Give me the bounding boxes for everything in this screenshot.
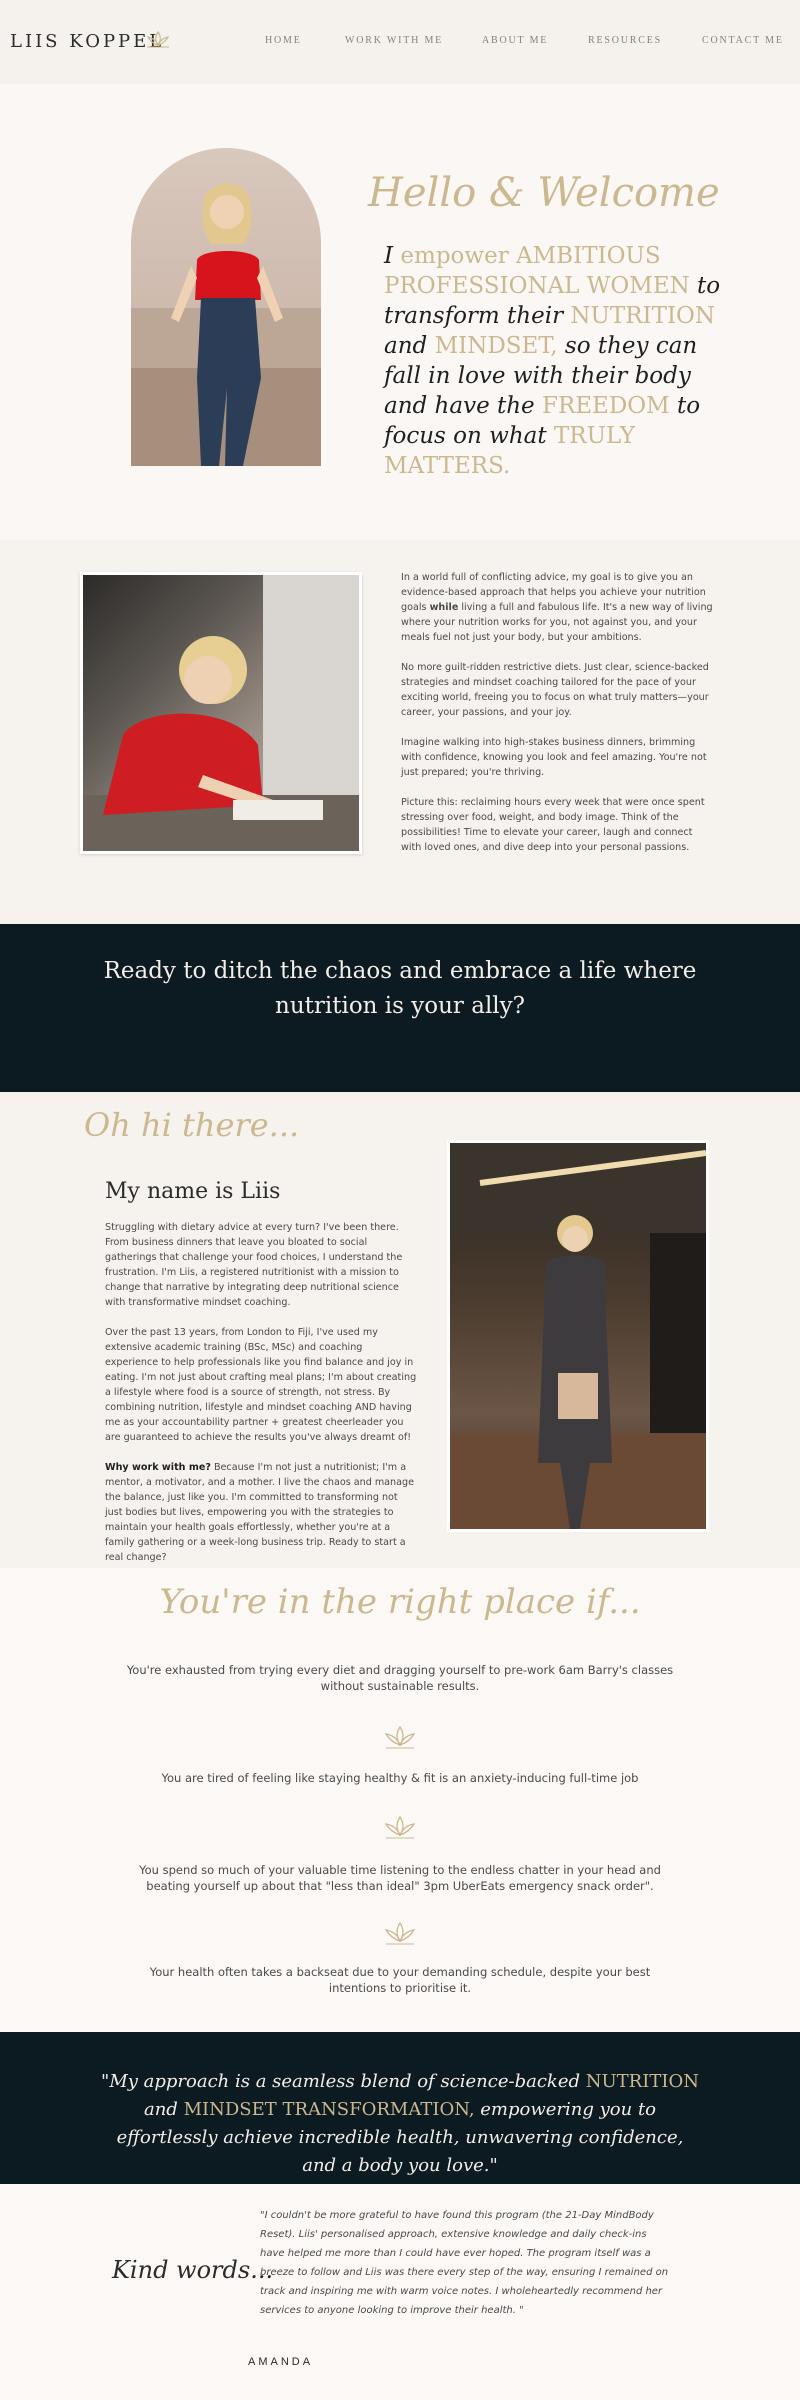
- intro-bold: while: [429, 602, 459, 613]
- hero-text-highlight: empower AMBITIOUS PROFESSIONAL WOMEN: [384, 243, 690, 299]
- about-paragraph-1: Struggling with dietary advice at every turn? I've been there. From business dinners that leave you bloated to social gatherings that challenge your food choices, I understand the frustration. I'm Liis, a registered nutritionist with a mission to change that narrative by integrating deep nutritional science with transformative mindset coaching.: [105, 1222, 403, 1308]
- intro-section: [0, 540, 800, 924]
- hero-text-part: to focus on what: [384, 393, 701, 449]
- testimonial-section: [0, 2184, 800, 2400]
- nav-resources[interactable]: RESOURCES: [588, 35, 662, 46]
- testimonial-script-heading: Kind words...: [112, 2256, 274, 2284]
- approach-highlight: NUTRITION: [585, 2071, 699, 2092]
- about-section: [0, 1092, 800, 1568]
- site-header: [0, 0, 800, 84]
- intro-text: In a world full of conflicting advice, my goal is to give you an evidence-based approach that helps you achieve your nutrition goals: [401, 572, 706, 613]
- nav-about-me[interactable]: ABOUT ME: [482, 35, 549, 46]
- lotus-icon: [382, 1724, 418, 1752]
- hero-section: [0, 84, 800, 540]
- writing-photo-illustration: [83, 575, 359, 851]
- pain-point-1: You're exhausted from trying every diet and dragging yourself to pre-work 6am Barry's classes without sustainable results.: [126, 1663, 674, 1693]
- intro-paragraph-2: No more guilt-ridden restrictive diets. Just clear, science-backed strategies and mindset coaching tailored for the pace of your exciting world, freeing you to focus on what truly matters—your career, your passions, and your joy.: [401, 662, 709, 718]
- logo-text[interactable]: LIIS KOPPEL: [10, 31, 165, 52]
- lotus-icon: [382, 1814, 418, 1842]
- cta-banner-text: Ready to ditch the chaos and embrace a life where nutrition is your ally?: [103, 958, 697, 1019]
- lotus-logo-icon[interactable]: [145, 30, 171, 50]
- hero-text-part: so they can fall in love with their body and have the: [384, 333, 698, 419]
- hero-text-part: and: [384, 333, 435, 359]
- hero-script-heading: Hello & Welcome: [368, 170, 720, 216]
- hero-text-part: I: [384, 243, 401, 269]
- cta-banner: [0, 924, 800, 1092]
- lotus-icon: [382, 1920, 418, 1948]
- about-script-heading: Oh hi there...: [84, 1106, 300, 1144]
- pain-point-4: Your health often takes a backseat due to your demanding schedule, despite your best intentions to prioritise it.: [149, 1965, 651, 1995]
- about-paragraph-3: [105, 1460, 417, 1565]
- about-text: Because I'm not just a nutritionist; I'm a mentor, a motivator, and a mother. I live the chaos and manage the balance, just like you. I'm committed to transforming not just bodies but lives, empowering you with the strategies to maintain your health goals effortlessly, whether you're at a family gathering or a week-long business trip. Ready to start a real change?: [105, 1462, 415, 1563]
- approach-text: "My approach is a seamless blend of science-backed: [101, 2071, 586, 2092]
- intro-paragraph-1: [401, 570, 713, 645]
- intro-paragraph-4: Picture this: reclaiming hours every week that were once spent stressing over food, weight, and body image. Think of the possibilities! Time to elevate your career, laugh and connect with loved ones, and dive deep into your personal passions.: [401, 797, 705, 853]
- nav-home[interactable]: HOME: [265, 35, 302, 46]
- testimonial-author: AMANDA: [248, 2356, 314, 2368]
- hero-text-highlight: TRULY MATTERS.: [384, 423, 635, 479]
- intro-photo: [80, 572, 362, 854]
- office-photo-illustration: [450, 1143, 706, 1529]
- pain-point-2: You are tired of feeling like staying healthy & fit is an anxiety-inducing full-time job: [161, 1771, 639, 1785]
- right-place-section: [0, 1568, 800, 2032]
- about-title: My name is Liis: [105, 1179, 281, 1204]
- approach-text: empowering you to effortlessly achieve incredible health, unwavering confidence, and a body you love.": [116, 2099, 684, 2176]
- hero-text-highlight: FREEDOM: [541, 393, 670, 419]
- about-photo: [447, 1140, 709, 1532]
- hero-text-highlight: NUTRITION: [570, 303, 716, 329]
- about-bold: Why work with me?: [105, 1462, 211, 1473]
- portrait-illustration: [131, 148, 321, 466]
- approach-highlight: MINDSET TRANSFORMATION,: [183, 2099, 475, 2120]
- pain-point-3: You spend so much of your valuable time listening to the endless chatter in your head and beating yourself up about that "less than ideal" 3pm UberEats emergency snack order".: [139, 1863, 661, 1893]
- right-place-heading: You're in the right place if...: [159, 1582, 641, 1622]
- approach-text: and: [143, 2099, 184, 2120]
- nav-contact-me[interactable]: CONTACT ME: [702, 35, 784, 46]
- intro-paragraph-3: Imagine walking into high-stakes business dinners, brimming with confidence, knowing you look and feel amazing. You're not just prepared; you're thriving.: [401, 737, 707, 778]
- about-paragraph-2: Over the past 13 years, from London to Fiji, I've used my extensive academic training (BSc, MSc) and coaching experience to help professionals like you find balance and joy in eating. I'm not just about crafting meal plans; I'm about creating a lifestyle where food is a source of strength, not stress. By combining nutrition, lifestyle and mindset coaching AND having me as your accountability partner + greatest cheerleader you are guaranteed to achieve the results you've always dreamt of!: [105, 1327, 417, 1443]
- intro-text: living a full and fabulous life. It's a new way of living where your nutrition works for you, not against you, and your meals fuel not just your body, but your ambitions.: [401, 602, 713, 643]
- approach-banner: [0, 2032, 800, 2184]
- hero-statement: [384, 241, 734, 481]
- nav-work-with-me[interactable]: WORK WITH ME: [345, 35, 444, 46]
- intro-copy: [401, 570, 713, 870]
- testimonial-quote: "I couldn't be more grateful to have found this program (the 21-Day MindBody Reset). Liis' personalised approach, extensive knowledge and daily check-ins have helped me more than I could have ever hoped. The program itself was a breeze to follow and Liis was there every step of the way, ensuring I remained on track and inspiring me with warm voice notes. I wholeheartedly recommend her services to anyone looking to improve their health. ": [260, 2210, 669, 2316]
- approach-quote: [100, 2068, 700, 2180]
- hero-text-part: to transform their: [384, 273, 721, 329]
- hero-text-highlight: MINDSET,: [434, 333, 558, 359]
- about-copy: [105, 1220, 417, 1580]
- hero-portrait: [131, 148, 321, 466]
